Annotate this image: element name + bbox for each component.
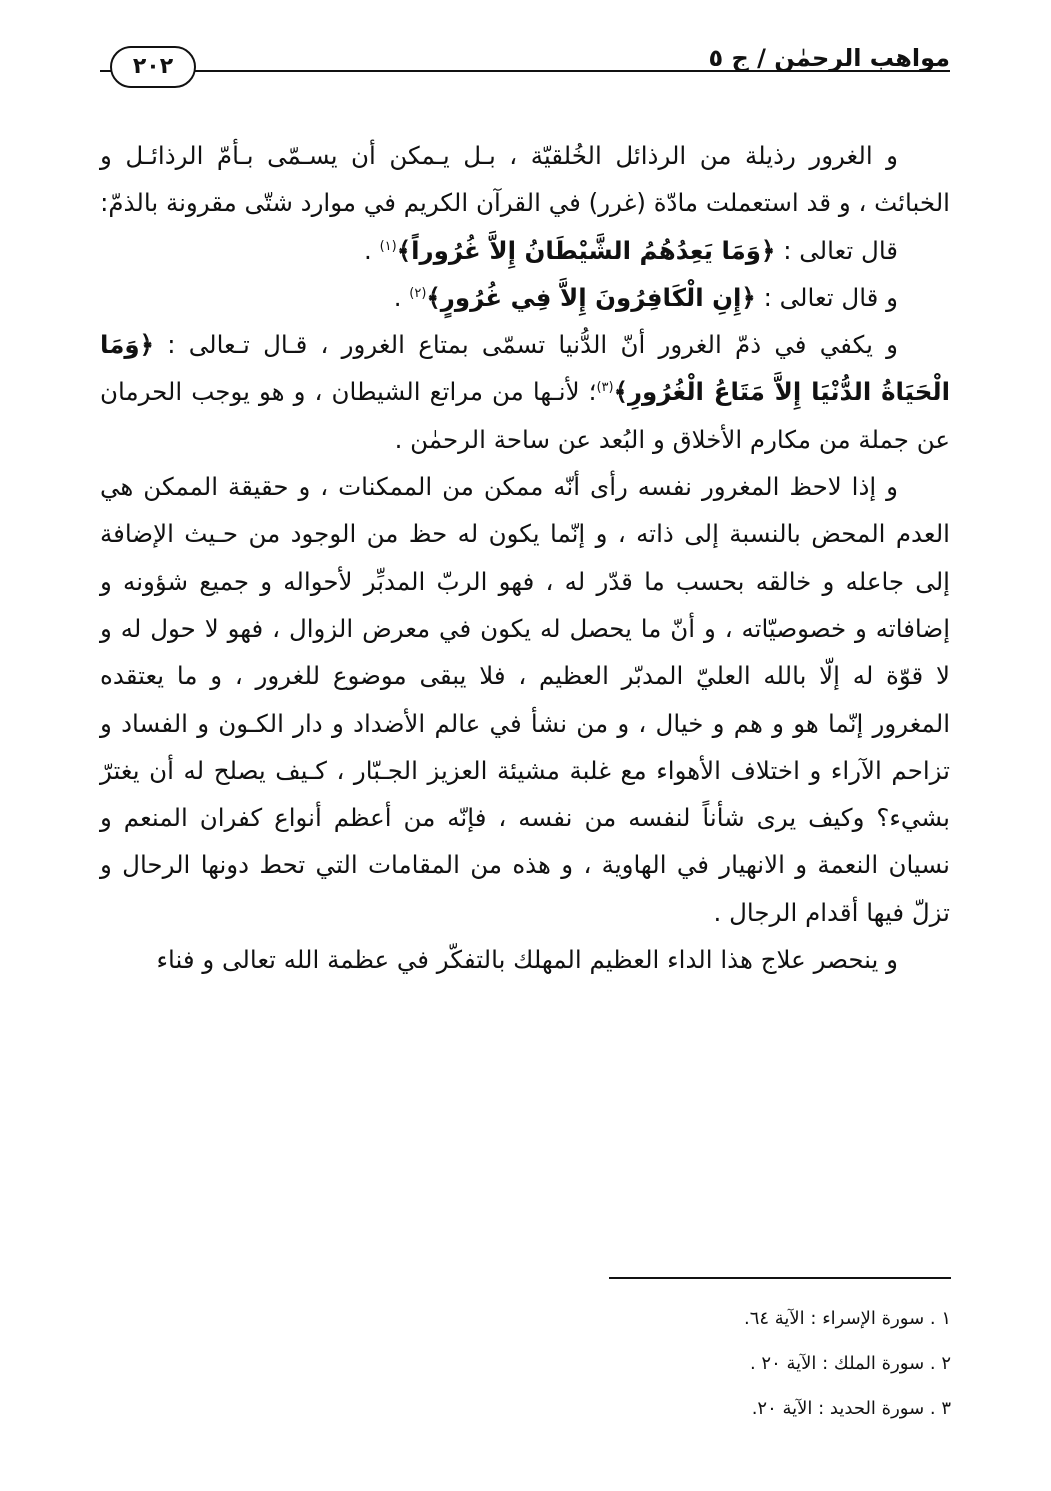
page-header	[100, 42, 950, 90]
paragraph-rest: ؛ لأنـها من مراتع الشيطان ، و هو يوجب الحرمان عن جملة من مكارم الأخلاق و البُعد عن ساحة الرحمٰن .	[100, 377, 950, 454]
footnote-2: ٢ . سورة الملك : الآية ٢٠ .	[749, 1353, 951, 1374]
paragraph-verse-1	[100, 227, 950, 274]
verse-end: .	[393, 282, 410, 312]
footnote-ref[interactable]: (٣)	[596, 380, 614, 396]
quran-verse: ﴿وَمَا الْحَيَاةُ الدُّنْيَا إِلاَّ مَتَاعُ الْغُرُورِ﴾	[100, 330, 950, 407]
paragraph-mumkin: و إذا لاحظ المغرور نفسه رأى أنّه ممكن من الممكنات ، و حقيقة الممكن هي العدم المحض بالنسبة إلى ذاته ، و إنّما يكون له حظ من الوجود من حـيث الإضافة إلى جاعله و خالقه بحسب ما قدّر له ، فهو الربّ المدبِّر لأحواله و جميع شؤونه و إضافاته و خصوصيّاته ، و أنّ ما يحصل له يكون في معرض الزوال ، فهو لا حول له و لا قوّة له إلّا بالله العليّ المدبّر العظيم ، فلا يبقى موضوع للغرور ، و ما يعتقده المغرور إنّما هو و هم و خيال ، و من نشأ في عالم الأضداد و دار الكـون و الفساد و تزاحم الآراء و اختلاف الأهواء مع غلبة مشيئة العزيز الجـبّار ، كـيف يصلح له أن يغترّ بشيء؟ وكيف يرى شأناً لنفسه من نفسه ، فإنّه من أعظم أنواع كفران المنعم و نسيان النعمة و الانهيار في الهاوية ، و هذه من المقامات التي تحط دونها الرحال و تزلّ فيها أقدام الرجال .	[100, 472, 950, 927]
paragraph-lead: و يكفي في ذمّ الغرور أنّ الدُّنيا تسمّى بمتاع الغرور ، قـال تـعالى :	[153, 330, 898, 360]
verse-lead: و قال تعالى :	[755, 282, 898, 312]
paragraph-treatment: و ينحصر علاج هذا الداء العظيم المهلك بالتفكّر في عظمة الله تعالى و فناء	[156, 945, 898, 975]
paragraph-intro: و الغرور رذيلة من الرذائل الخُلقيّة ، بـل يـمكن أن يسـمّى بـأمّ الرذائـل و الخبائث ، و قد استعملت مادّة (غرر) في القرآن الكريم في موارد شتّى مقرونة بالذمّ:	[100, 141, 950, 218]
running-title: مواهب الرحمٰن / ج ٥	[708, 44, 950, 72]
verse-end: .	[364, 235, 380, 265]
footnote-3: ٣ . سورة الحديد : الآية ٢٠.	[751, 1398, 951, 1419]
main-text	[100, 132, 950, 983]
footnote-1: ١ . سورة الإسراء : الآية ٦٤.	[743, 1308, 951, 1329]
footnote-ref[interactable]: (٢)	[409, 285, 427, 301]
footnote-separator	[609, 1277, 951, 1279]
paragraph-dunya	[100, 321, 950, 463]
footnote-ref[interactable]: (١)	[379, 238, 397, 254]
quran-verse: ﴿إِنِ الْكَافِرُونَ إِلاَّ فِي غُرُورٍ﴾	[426, 282, 756, 312]
verse-lead: قال تعالى :	[775, 235, 898, 265]
footnotes	[101, 1296, 951, 1431]
paragraph-verse-2	[100, 274, 950, 321]
page-number: ٢٠٢	[110, 46, 196, 88]
quran-verse: ﴿وَمَا يَعِدُهُمُ الشَّيْطَانُ إِلاَّ غُرُوراً﴾	[396, 235, 776, 265]
